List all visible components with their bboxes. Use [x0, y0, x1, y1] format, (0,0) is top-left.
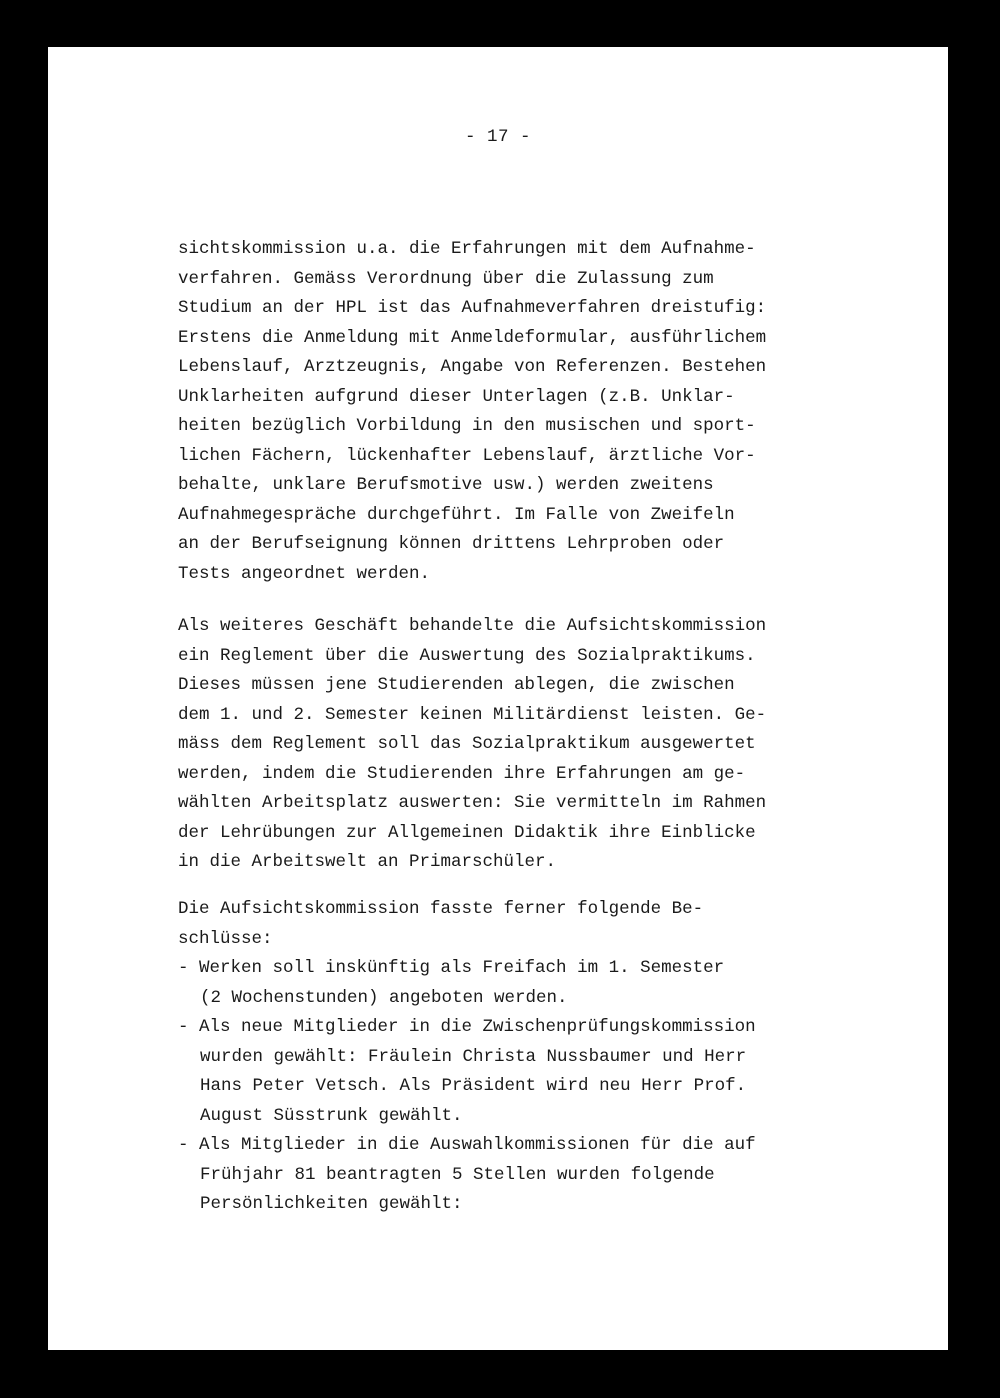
- text-line: an der Berufseignung können drittens Lehrproben oder: [178, 534, 725, 554]
- text-line: dem 1. und 2. Semester keinen Militärdienst leisten. Ge-: [178, 704, 767, 725]
- text-line: Erstens die Anmeldung mit Anmeldeformular, ausführlichem: [178, 327, 767, 348]
- text-line: wählten Arbeitsplatz auswerten: Sie vermitteln im Rahmen: [178, 793, 767, 813]
- text-line: Tests angeordnet werden.: [178, 563, 431, 584]
- list-item: [178, 1131, 838, 1220]
- text-line: (2 Wochenstunden) angeboten werden.: [200, 987, 568, 1008]
- text-line: behalte, unklare Berufsmotive usw.) werden zweitens: [178, 475, 714, 495]
- text-line: in die Arbeitswelt an Primarschüler.: [178, 852, 557, 872]
- text-line: Die Aufsichtskommission fasste ferner folgende Be-: [178, 899, 704, 919]
- text-line: verfahren. Gemäss Verordnung über die Zulassung zum: [178, 268, 714, 289]
- text-line: heiten bezüglich Vorbildung in den musischen und sport-: [178, 416, 756, 436]
- text-line: schlüsse:: [178, 928, 273, 949]
- text-line: Studium an der HPL ist das Aufnahmeverfahren dreistufig:: [178, 298, 767, 318]
- text-line: - Als neue Mitglieder in die Zwischenprüfungskommission: [178, 1017, 756, 1037]
- text-line: - Werken soll inskünftig als Freifach im 1. Semester: [178, 958, 725, 978]
- list-item: [178, 1013, 838, 1131]
- text-line: Als weiteres Geschäft behandelte die Aufsichtskommission: [178, 616, 767, 636]
- paragraph-resolutions: [178, 895, 838, 1220]
- text-line: mäss dem Reglement soll das Sozialpraktikum ausgewertet: [178, 734, 756, 754]
- page-number: - 17 -: [464, 127, 531, 147]
- list-item: [178, 954, 838, 1013]
- text-line: Frühjahr 81 beantragten 5 Stellen wurden folgende: [200, 1164, 715, 1185]
- text-line: wurden gewählt: Fräulein Christa Nussbaumer und Herr: [200, 1046, 747, 1067]
- text-line: lichen Fächern, lückenhafter Lebenslauf, ärztliche Vor-: [178, 445, 756, 466]
- text-line: Aufnahmegespräche durchgeführt. Im Falle von Zweifeln: [178, 504, 735, 525]
- paragraph-admission-procedure: [178, 235, 838, 589]
- text-line: Hans Peter Vetsch. Als Präsident wird neu Herr Prof.: [200, 1076, 747, 1096]
- text-line: sichtskommission u.a. die Erfahrungen mit dem Aufnahme-: [178, 239, 756, 259]
- document-page: [48, 47, 948, 1350]
- text-line: ein Reglement über die Auswertung des Sozialpraktikums.: [178, 645, 756, 666]
- text-line: Persönlichkeiten gewählt:: [200, 1194, 463, 1214]
- text-line: Dieses müssen jene Studierenden ablegen, die zwischen: [178, 675, 735, 695]
- paragraph-social-internship: [178, 612, 838, 878]
- text-line: - Als Mitglieder in die Auswahlkommissionen für die auf: [178, 1135, 756, 1155]
- text-line: werden, indem die Studierenden ihre Erfahrungen am ge-: [178, 763, 746, 784]
- text-line: Lebenslauf, Arztzeugnis, Angabe von Referenzen. Bestehen: [178, 357, 767, 377]
- text-line: August Süsstrunk gewählt.: [200, 1105, 463, 1126]
- text-line: Unklarheiten aufgrund dieser Unterlagen (z.B. Unklar-: [178, 386, 735, 407]
- text-line: der Lehrübungen zur Allgemeinen Didaktik ihre Einblicke: [178, 822, 756, 843]
